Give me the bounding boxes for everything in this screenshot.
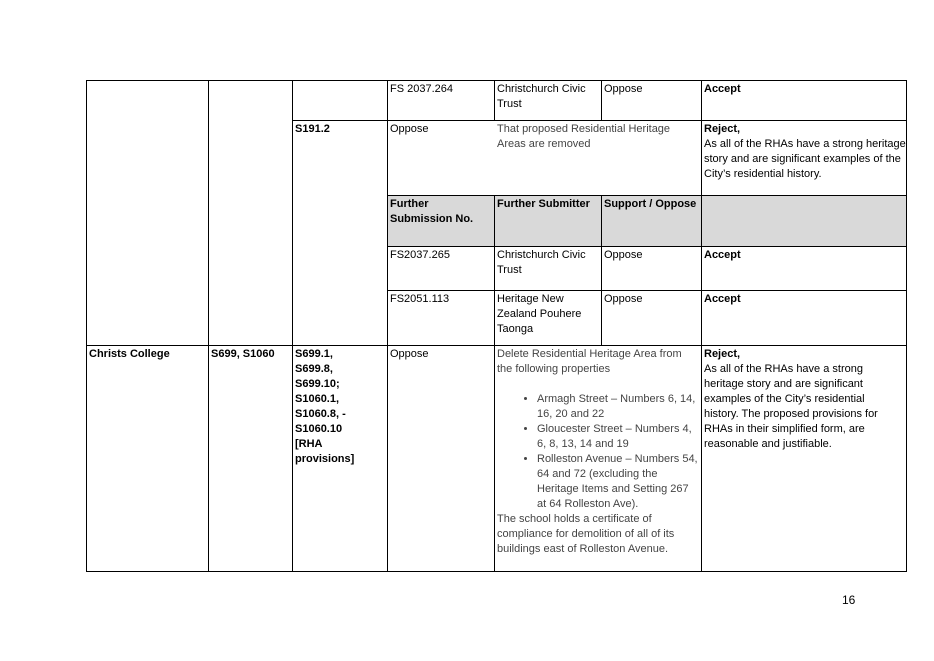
table-border [86,571,907,572]
further-header-no: Further Submission No. [390,198,474,225]
submission-summary: That proposed Residential Heritage Areas are removed [497,123,671,150]
list-item: • Rolleston Avenue – Numbers 54, 64 and 72 (excluding the Heritage Items and Setting 267 at 64 Rolleston Ave). [537,452,699,512]
table-border [387,80,388,572]
recommendation: Accept [704,293,741,305]
further-submission-no: FS2037.265 [390,249,450,261]
further-submission-no: FS 2037.264 [390,83,453,95]
recommendation: Accept [704,249,741,261]
recommendation-title: Reject, [704,348,741,360]
table-border [86,80,87,572]
further-header-submitter: Further Submitter [497,198,590,210]
recommendation [701,345,891,454]
summary-intro: Delete Residential Heritage Area from the following properties [497,348,682,375]
property-list [497,392,699,512]
submission-points: S699.1, S699.8, S699.10; S1060.1, S1060.8, - S1060.10 [RHA provisions] [295,348,355,465]
table-border [208,80,209,572]
support-oppose: Oppose [604,249,643,261]
further-submitter: Heritage New Zealand Pouhere Taonga [497,293,582,335]
list-item: • Gloucester Street – Numbers 4, 6, 8, 13, 14 and 19 [537,422,699,452]
further-submitter: Christchurch Civic Trust [497,83,586,110]
submitter-name: Christs College [89,348,170,360]
recommendation-body: As all of the RHAs have a strong heritage story and are significant examples of the City’s residential history. [704,138,906,180]
position: Oppose [390,348,429,360]
submitter-ids: S699, S1060 [211,348,275,360]
summary-outro: The school holds a certificate of compliance for demolition of all of its buildings east of Rolleston Avenue. [497,513,675,555]
table-border [292,80,293,572]
submission-point: S191.2 [295,123,330,135]
recommendation-body: As all of the RHAs have a strong heritage story and are significant examples of the City’s residential history. The proposed provisions for RHAs in their simplified form, are reasonable and justifiable. [704,363,878,450]
position: Oppose [390,123,429,135]
further-submission-no: FS2051.113 [390,293,450,305]
list-item: • Armagh Street – Numbers 6, 14, 16, 20 and 22 [537,392,699,422]
page-number: 16 [842,593,856,607]
further-submitter: Christchurch Civic Trust [497,249,586,276]
support-oppose: Oppose [604,83,643,95]
submission-summary [494,345,701,559]
recommendation: Accept [704,83,741,95]
support-oppose: Oppose [604,293,643,305]
recommendation-title: Reject, [704,123,741,135]
further-header-position: Support / Oppose [604,198,697,210]
table-border [601,195,602,346]
recommendation [701,120,907,184]
